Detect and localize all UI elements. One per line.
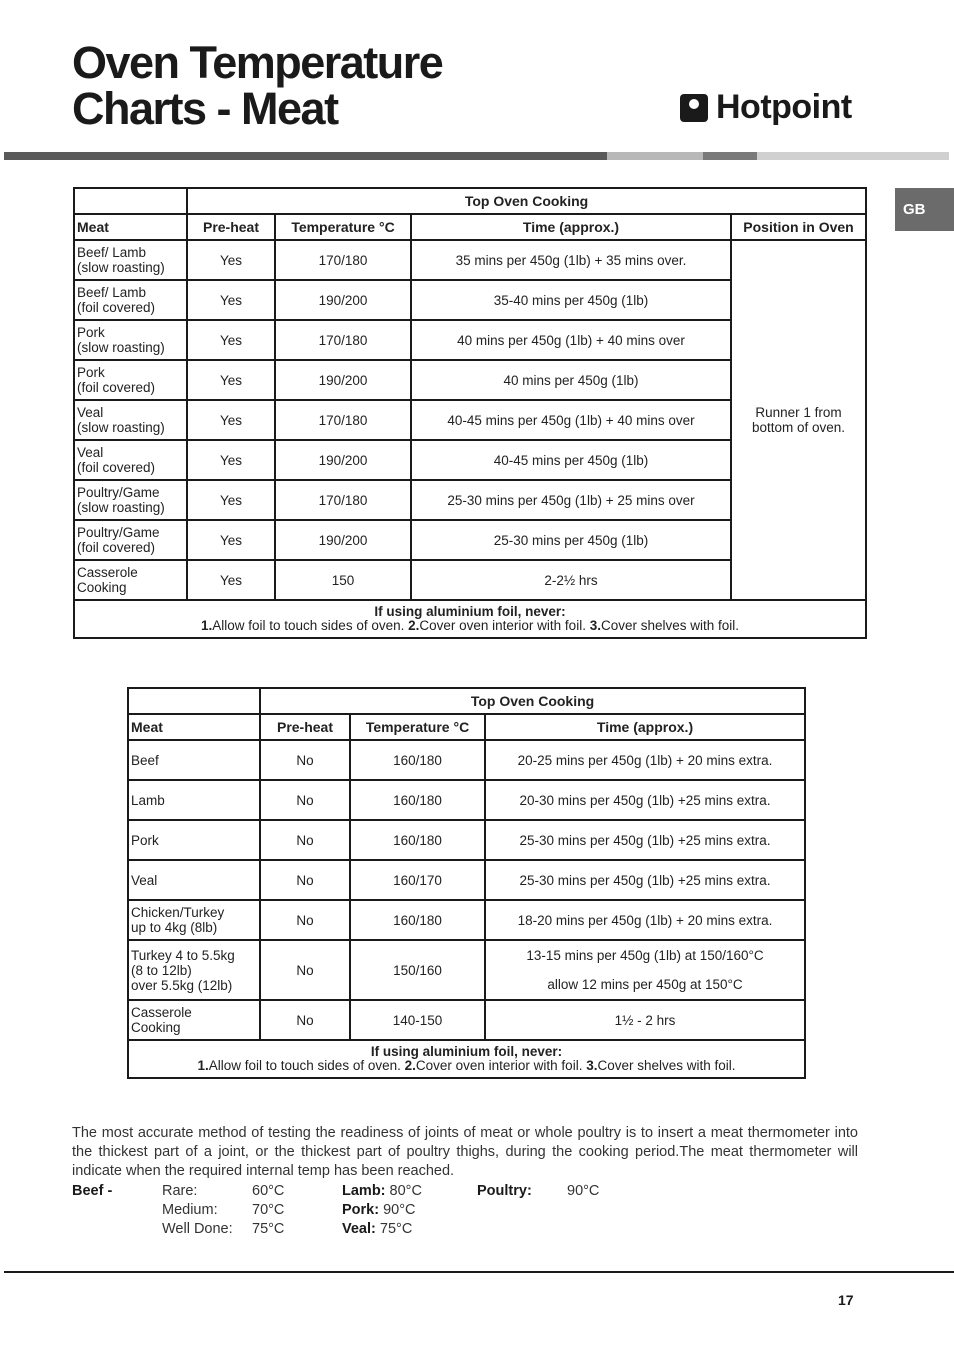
temperature-cell: 190/200 xyxy=(275,520,411,560)
time-cell: 2-2½ hrs xyxy=(411,560,731,600)
veal-temp: Veal: 75°C xyxy=(342,1221,413,1237)
header-rule-mid xyxy=(703,152,757,160)
rare-value: 60°C xyxy=(252,1183,285,1199)
temperature-cell: 170/180 xyxy=(275,240,411,280)
meat-cell: Veal xyxy=(128,860,260,900)
table-row xyxy=(128,900,805,940)
foil-warning-items: 1.Allow foil to touch sides of oven. 2.Cover oven interior with foil. 3.Cover shelves with foil. xyxy=(197,1058,736,1073)
temperature-cell: 170/180 xyxy=(275,320,411,360)
time-cell: 25-30 mins per 450g (1lb) + 25 mins over xyxy=(411,480,731,520)
temperature-cell: 190/200 xyxy=(275,280,411,320)
foil-warning-title: If using aluminium foil, never: xyxy=(374,604,566,619)
poultry-value: 90°C xyxy=(567,1183,600,1199)
table-row xyxy=(128,820,805,860)
foil-warning-title: If using aluminium foil, never: xyxy=(370,1044,563,1059)
temperature-cell: 170/180 xyxy=(275,400,411,440)
meat-cell: Poultry/Game (slow roasting) xyxy=(74,480,187,520)
hotpoint-logo-icon xyxy=(680,94,708,122)
page-title-line-2: Charts - Meat xyxy=(72,83,338,134)
page-title xyxy=(72,37,443,134)
brand-name: Hotpoint xyxy=(716,88,852,126)
preheat-cell: No xyxy=(260,940,350,1000)
meat-cell: Turkey 4 to 5.5kg (8 to 12lb) over 5.5kg (12lb) xyxy=(128,940,260,1000)
header-rule-pale xyxy=(757,152,949,160)
group-header: Top Oven Cooking xyxy=(260,688,805,714)
time-cell: 35 mins per 450g (1lb) + 35 mins over. xyxy=(411,240,731,280)
language-tab: GB xyxy=(895,188,954,231)
page-title-line-1: Oven Temperature xyxy=(72,37,443,88)
column-header-temperature: Temperature °C xyxy=(350,714,485,740)
position-cell: Runner 1 from bottom of oven. xyxy=(731,240,866,600)
meat-cell: Poultry/Game (foil covered) xyxy=(74,520,187,560)
medium-value: 70°C xyxy=(252,1202,285,1218)
preheat-cell: No xyxy=(260,860,350,900)
table-row xyxy=(128,940,805,1000)
temperature-cell: 150 xyxy=(275,560,411,600)
preheat-cell: Yes xyxy=(187,520,275,560)
time-cell: 25-30 mins per 450g (1lb) +25 mins extra. xyxy=(485,860,805,900)
preheat-cooking-table xyxy=(73,187,867,639)
preheat-cell: Yes xyxy=(187,560,275,600)
meat-cell: Beef xyxy=(128,740,260,780)
column-header-position: Position in Oven xyxy=(731,214,866,240)
preheat-cell: No xyxy=(260,780,350,820)
temperature-cell: 160/180 xyxy=(350,820,485,860)
column-header-temperature: Temperature °C xyxy=(275,214,411,240)
preheat-cell: No xyxy=(260,1000,350,1040)
foil-warning xyxy=(74,600,866,638)
preheat-cell: Yes xyxy=(187,240,275,280)
meat-cell: Casserole Cooking xyxy=(128,1000,260,1040)
table-corner xyxy=(128,688,260,714)
meat-cell: Beef/ Lamb (slow roasting) xyxy=(74,240,187,280)
time-cell: 1½ - 2 hrs xyxy=(485,1000,805,1040)
meat-cell: Veal (foil covered) xyxy=(74,440,187,480)
time-cell: 18-20 mins per 450g (1lb) + 20 mins extra. xyxy=(485,900,805,940)
beef-label: Beef - xyxy=(72,1183,113,1199)
column-header-time: Time (approx.) xyxy=(411,214,731,240)
preheat-cell: Yes xyxy=(187,320,275,360)
time-cell: 25-30 mins per 450g (1lb) +25 mins extra. xyxy=(485,820,805,860)
preheat-cell: No xyxy=(260,820,350,860)
brand-logo xyxy=(680,88,852,127)
temperature-cell: 160/170 xyxy=(350,860,485,900)
time-cell: 40-45 mins per 450g (1lb) xyxy=(411,440,731,480)
welldone-label: Well Done: xyxy=(162,1221,233,1237)
temperature-cell: 190/200 xyxy=(275,440,411,480)
temperature-cell: 190/200 xyxy=(275,360,411,400)
preheat-cell: Yes xyxy=(187,440,275,480)
column-header-preheat: Pre-heat xyxy=(187,214,275,240)
table-row xyxy=(128,740,805,780)
table-row xyxy=(128,860,805,900)
column-header-time: Time (approx.) xyxy=(485,714,805,740)
meat-cell: Pork (foil covered) xyxy=(74,360,187,400)
foil-warning xyxy=(128,1040,805,1078)
no-preheat-cooking-table xyxy=(127,687,806,1079)
column-header-preheat: Pre-heat xyxy=(260,714,350,740)
medium-label: Medium: xyxy=(162,1202,218,1218)
temperature-cell: 160/180 xyxy=(350,780,485,820)
time-cell: 40 mins per 450g (1lb) + 40 mins over xyxy=(411,320,731,360)
meat-cell: Pork (slow roasting) xyxy=(74,320,187,360)
time-cell: 13-15 mins per 450g (1lb) at 150/160°C allow 12 mins per 450g at 150°C xyxy=(485,940,805,1000)
meat-cell: Pork xyxy=(128,820,260,860)
time-cell: 20-25 mins per 450g (1lb) + 20 mins extra. xyxy=(485,740,805,780)
header-rule-light xyxy=(607,152,703,160)
preheat-cell: No xyxy=(260,900,350,940)
preheat-cell: No xyxy=(260,740,350,780)
internal-temps xyxy=(72,1182,858,1242)
temperature-cell: 170/180 xyxy=(275,480,411,520)
table-row xyxy=(74,240,866,280)
time-cell: 35-40 mins per 450g (1lb) xyxy=(411,280,731,320)
table-corner xyxy=(74,188,187,214)
meat-cell: Chicken/Turkey up to 4kg (8lb) xyxy=(128,900,260,940)
foil-warning-items: 1.Allow foil to touch sides of oven. 2.Cover oven interior with foil. 3.Cover shelves with foil. xyxy=(200,618,740,633)
page-number: 17 xyxy=(838,1292,854,1308)
time-cell: 40 mins per 450g (1lb) xyxy=(411,360,731,400)
lamb-temp: Lamb: 80°C xyxy=(342,1183,422,1199)
temperature-cell: 150/160 xyxy=(350,940,485,1000)
temperature-cell: 160/180 xyxy=(350,900,485,940)
temperature-cell: 140-150 xyxy=(350,1000,485,1040)
group-header: Top Oven Cooking xyxy=(187,188,866,214)
table-row xyxy=(128,1000,805,1040)
time-cell: 20-30 mins per 450g (1lb) +25 mins extra. xyxy=(485,780,805,820)
preheat-cell: Yes xyxy=(187,360,275,400)
footer-rule xyxy=(4,1271,954,1273)
column-header-meat: Meat xyxy=(128,714,260,740)
preheat-cell: Yes xyxy=(187,400,275,440)
temperature-cell: 160/180 xyxy=(350,740,485,780)
table-row xyxy=(128,780,805,820)
meat-cell: Lamb xyxy=(128,780,260,820)
preheat-cell: Yes xyxy=(187,480,275,520)
thermometer-paragraph: The most accurate method of testing the readiness of joints of meat or whole poultry is to insert a meat thermometer into the thickest part of a joint, or the thickest part of poultry thighs, during the cooking period.The meat thermometer will indicate when the required internal temp has been reached. xyxy=(72,1125,858,1179)
pork-temp: Pork: 90°C xyxy=(342,1202,416,1218)
time-cell: 40-45 mins per 450g (1lb) + 40 mins over xyxy=(411,400,731,440)
column-header-meat: Meat xyxy=(74,214,187,240)
welldone-value: 75°C xyxy=(252,1221,285,1237)
preheat-cell: Yes xyxy=(187,280,275,320)
header-rule-dark xyxy=(4,152,607,160)
poultry-label: Poultry: xyxy=(477,1183,532,1199)
rare-label: Rare: xyxy=(162,1183,198,1199)
meat-cell: Casserole Cooking xyxy=(74,560,187,600)
meat-cell: Beef/ Lamb (foil covered) xyxy=(74,280,187,320)
time-cell: 25-30 mins per 450g (1lb) xyxy=(411,520,731,560)
meat-cell: Veal (slow roasting) xyxy=(74,400,187,440)
